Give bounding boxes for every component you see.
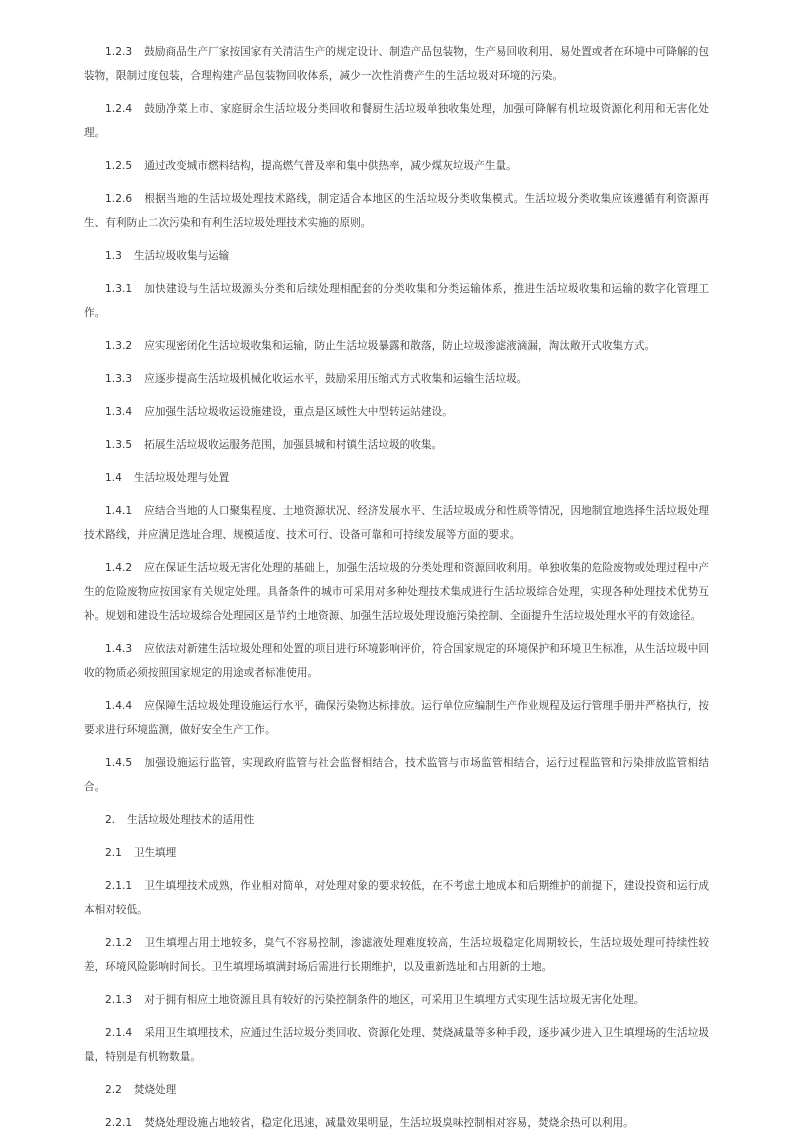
section-heading	[84, 1078, 709, 1102]
clause-text: 应加强生活垃圾收运设施建设，重点是区域性大中型转运站建设。	[144, 406, 453, 418]
clause-text: 应保障生活垃圾处理设施运行水平，确保污染物达标排放。运行单位应编制生产作业规程及运行管理手册并严格执行，按要求进行环境监测，做好安全生产工作。	[84, 700, 709, 736]
clause-number: 2.1.1	[105, 880, 133, 892]
clause-paragraph	[84, 637, 709, 685]
clause-number: 1.4.1	[105, 505, 133, 517]
clause-paragraph	[84, 499, 709, 547]
clause-text: 加强设施运行监管，实现政府监管与社会监督相结合，技术监管与市场监管相结合，运行过程监管和污染排放监管相结合。	[84, 757, 709, 793]
clause-number: 1.3.2	[105, 340, 133, 352]
clause-paragraph	[84, 874, 709, 922]
clause-text: 卫生填埋技术成熟，作业相对简单，对处理对象的要求较低，在不考虑土地成本和后期维护的前提下，建设投资和运行成本相对较低。	[84, 880, 709, 916]
clause-paragraph	[84, 988, 709, 1012]
clause-text: 对于拥有相应土地资源且具有较好的污染控制条件的地区，可采用卫生填埋方式实现生活垃圾无害化处理。	[144, 994, 645, 1006]
clause-paragraph	[84, 1021, 709, 1069]
clause-number: 2.1.2	[105, 937, 133, 949]
clause-number: 2.	[105, 814, 116, 826]
clause-text: 卫生填埋	[133, 847, 177, 859]
clause-text: 焚烧处理	[133, 1084, 177, 1096]
clause-paragraph	[84, 40, 709, 88]
clause-number: 1.4.2	[105, 562, 133, 574]
clause-paragraph	[84, 277, 709, 325]
section-heading	[84, 808, 709, 832]
clause-text: 焚烧处理设施占地较省，稳定化迅速，减量效果明显，生活垃圾臭味控制相对容易，焚烧余热可以利用。	[144, 1117, 634, 1129]
clause-text: 拓展生活垃圾收运服务范围，加强县城和村镇生活垃圾的收集。	[144, 439, 443, 451]
clause-text: 应依法对新建生活垃圾处理和处置的项目进行环境影响评价，符合国家规定的环境保护和环境卫生标准，从生活垃圾中回收的物质必须按照国家规定的用途或者标准使用。	[84, 643, 709, 679]
clause-text: 卫生填埋占用土地较多，臭气不容易控制，渗滤液处理难度较高，生活垃圾稳定化周期较长，生活垃圾处理可持续性较差，环境风险影响时间长。卫生填埋场填满封场后需进行长期维护，以及重新选址和占用新的土地。	[84, 937, 709, 973]
clause-paragraph	[84, 751, 709, 799]
clause-text: 应在保证生活垃圾无害化处理的基础上，加强生活垃圾的分类处理和资源回收利用。单独收集的危险废物或处理过程中产生的危险废物应按国家有关规定处理。具备条件的城市可采用对多种处理技术集成进行生活垃圾综合处理，实现各种处理技术优势互补。规划和建设生活垃圾综合处理园区是节约土地资源、加强生活垃圾处理设施污染控制、全面提升生活垃圾处理水平的有效途径。	[84, 562, 709, 622]
clause-number: 2.1.4	[105, 1027, 133, 1039]
clause-number: 1.3.3	[105, 373, 133, 385]
clause-number: 1.4.3	[105, 643, 133, 655]
clause-number: 1.4	[105, 472, 122, 484]
clause-paragraph	[84, 154, 709, 178]
clause-text: 生活垃圾处理与处置	[133, 472, 230, 484]
clause-paragraph	[84, 97, 709, 145]
clause-number: 2.1	[105, 847, 122, 859]
clause-number: 1.4.4	[105, 700, 133, 712]
clause-paragraph	[84, 433, 709, 457]
clause-number: 2.1.3	[105, 994, 133, 1006]
clause-number: 1.3.1	[105, 283, 133, 295]
clause-paragraph	[84, 556, 709, 628]
clause-text: 通过改变城市燃料结构，提高燃气普及率和集中供热率，减少煤灰垃圾产生量。	[144, 160, 517, 172]
clause-text: 鼓励净菜上市、家庭厨余生活垃圾分类回收和餐厨生活垃圾单独收集处理，加强可降解有机垃圾资源化利用和无害化处理。	[84, 103, 709, 139]
clause-text: 应结合当地的人口聚集程度、土地资源状况、经济发展水平、生活垃圾成分和性质等情况，因地制宜地选择生活垃圾处理技术路线，并应满足选址合理、规模适度、技术可行、设备可靠和可持续发展等方面的要求。	[84, 505, 709, 541]
clause-text: 生活垃圾收集与运输	[133, 250, 230, 262]
clause-number: 2.2.1	[105, 1117, 133, 1129]
clause-number: 1.3	[105, 250, 122, 262]
clause-text: 采用卫生填埋技术，应通过生活垃圾分类回收、资源化处理、焚烧减量等多种手段，逐步减少进入卫生填埋场的生活垃圾量，特别是有机物数量。	[84, 1027, 709, 1063]
section-heading	[84, 841, 709, 865]
clause-paragraph	[84, 367, 709, 391]
clause-paragraph	[84, 1111, 709, 1135]
section-heading	[84, 466, 709, 490]
section-heading	[84, 244, 709, 268]
clause-number: 2.2	[105, 1084, 122, 1096]
clause-number: 1.2.5	[105, 160, 133, 172]
clause-number: 1.2.4	[105, 103, 133, 115]
clause-number: 1.3.4	[105, 406, 133, 418]
clause-text: 加快建设与生活垃圾源头分类和后续处理相配套的分类收集和分类运输体系，推进生活垃圾收集和运输的数字化管理工作。	[84, 283, 709, 319]
clause-text: 应逐步提高生活垃圾机械化收运水平，鼓励采用压缩式方式收集和运输生活垃圾。	[144, 373, 528, 385]
clause-paragraph	[84, 400, 709, 424]
clause-number: 1.2.6	[105, 193, 133, 205]
clause-number: 1.3.5	[105, 439, 133, 451]
clause-number: 1.4.5	[105, 757, 133, 769]
clause-text: 应实现密闭化生活垃圾收集和运输，防止生活垃圾暴露和散落，防止垃圾渗滤液滴漏，淘汰敞开式收集方式。	[144, 340, 656, 352]
clause-text: 鼓励商品生产厂家按国家有关清洁生产的规定设计、制造产品包装物，生产易回收利用、易处置或者在环境中可降解的包装物，限制过度包装，合理构建产品包装物回收体系，减少一次性消费产生的生活垃圾对环境的污染。	[84, 46, 709, 82]
clause-paragraph	[84, 931, 709, 979]
clause-paragraph	[84, 334, 709, 358]
clause-text: 生活垃圾处理技术的适用性	[127, 814, 255, 826]
clause-paragraph	[84, 187, 709, 235]
clause-number: 1.2.3	[105, 46, 133, 58]
clause-paragraph	[84, 694, 709, 742]
clause-text: 根据当地的生活垃圾处理技术路线，制定适合本地区的生活垃圾分类收集模式。生活垃圾分类收集应该遵循有利资源再生、有利防止二次污染和有利生活垃圾处理技术实施的原则。	[84, 193, 709, 229]
